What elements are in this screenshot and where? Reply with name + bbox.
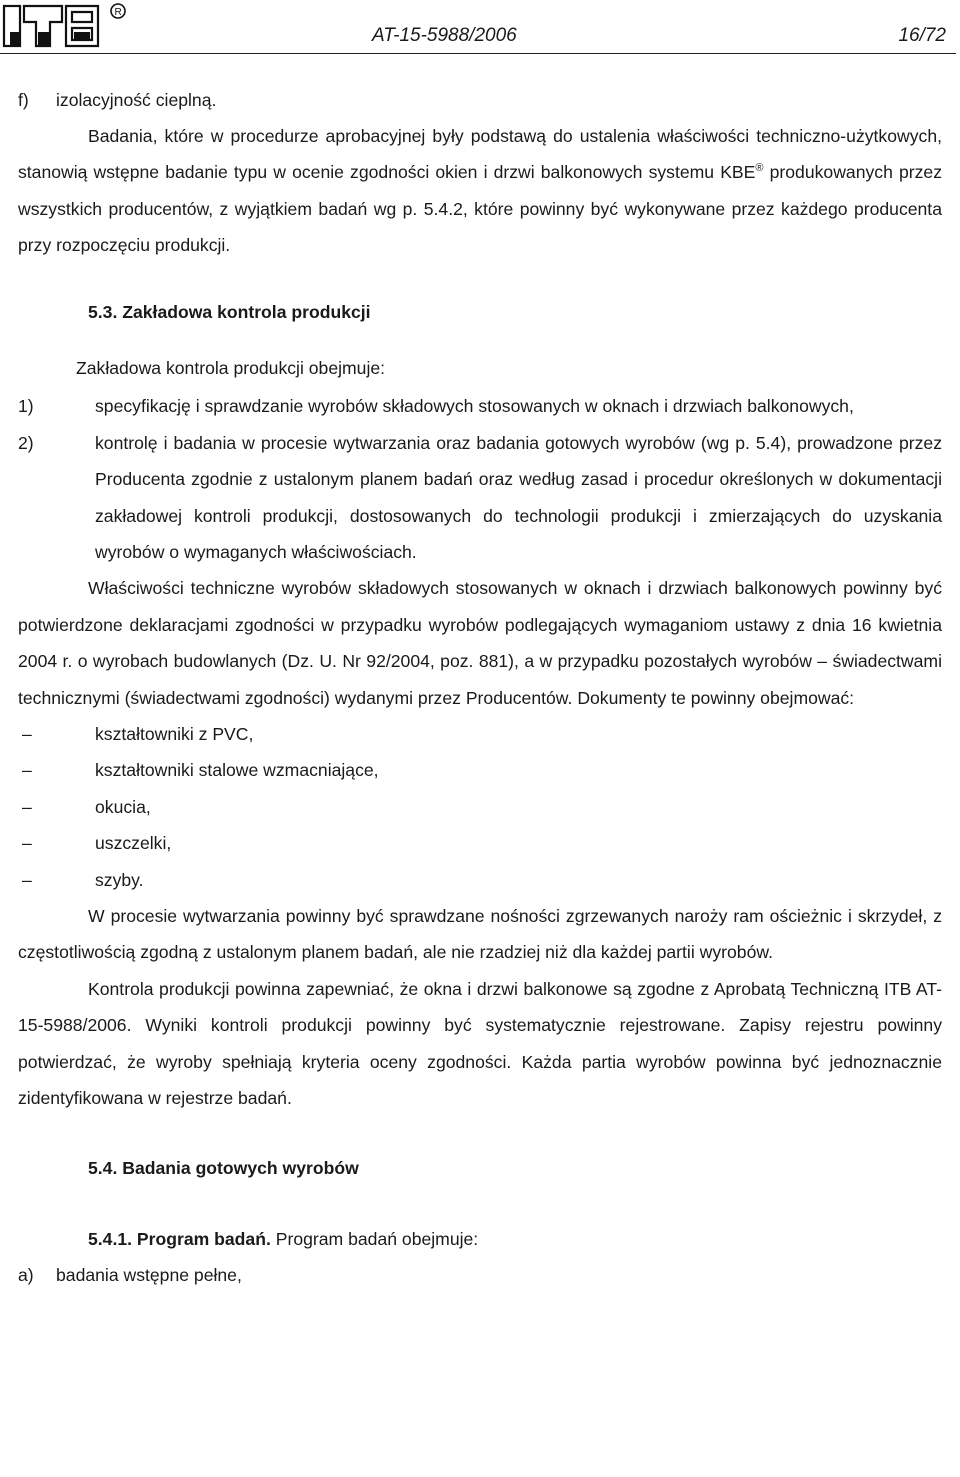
dash-list-item: [18, 862, 942, 898]
list-number: 1): [18, 396, 34, 417]
list-text: szyby.: [95, 869, 144, 890]
list-text: kontrolę i badania w procesie wytwarzania oraz badania gotowych wyrobów (wg p. 5.4), prowadzone przez Producenta zgodnie z ustalonym planem badań oraz według zasad i procedur określonych w dokumentacji zakładowej kontroli produkcji, dostosowanych do technologii produkcji i zmierzających do uzyskania wyrobów o wymaganych właściwościach.: [95, 432, 942, 563]
list-text: kształtowniki stalowe wzmacniające,: [95, 760, 379, 781]
itb-logo: [2, 2, 132, 50]
subsection-title: 5.4.1. Program badań.: [88, 1228, 271, 1249]
list-text: uszczelki,: [95, 833, 172, 854]
section-heading-5-4: 5.4. Badania gotowych wyrobów: [88, 1158, 359, 1179]
list-item: [18, 425, 942, 571]
paragraph-text: produkowanych przez wszystkich producentów, z wyjątkiem badań wg p. 5.4.2, które powinny być wykonywane przez każdego producenta przy rozpoczęciu produkcji.: [18, 162, 942, 256]
section-heading-5-3: 5.3. Zakładowa kontrola produkcji: [88, 301, 371, 322]
list-text: izolacyjność cieplną.: [56, 90, 217, 110]
list-item: [18, 388, 942, 424]
paragraph-text: Badania, które w procedurze aprobacyjnej były podstawą do ustalenia właściwości techniczno-użytkowych, stanowią wstępne badanie typu w ocenie zgodności okien i drzwi balkonowych systemu KBE: [18, 126, 942, 183]
list-item-f: [18, 82, 942, 118]
dash-bullet: –: [22, 796, 32, 817]
paragraph-2: Właściwości techniczne wyrobów składowych stosowanych w oknach i drzwiach balkonowych powinny być potwierdzone deklaracjami zgodności w przypadku wyrobów podlegających wymaganiom ustawy z dnia 16 kwietnia 2004 r. o wyrobach budowlanych (Dz. U. Nr 92/2004, poz. 881), a w przypadku pozostałych wyrobów – świadectwami technicznymi (świadectwami zgodności) wydanymi przez Producentów. Dokumenty te powinny obejmować:: [18, 578, 942, 708]
dash-list-item: [18, 789, 942, 825]
dash-bullet: –: [22, 760, 32, 781]
subsection-text: Program badań obejmuje:: [270, 1228, 479, 1249]
dash-list-item: [18, 825, 942, 861]
document-body: [18, 82, 942, 1293]
dash-bullet: –: [22, 869, 32, 890]
dash-bullet: –: [22, 833, 32, 854]
list-number: 2): [18, 432, 34, 453]
list-label: a): [18, 1265, 34, 1286]
dash-bullet: –: [22, 724, 32, 745]
section-heading-5-4-1: [18, 1221, 942, 1257]
list-item-a: [18, 1257, 942, 1293]
paragraph-1: [18, 118, 942, 264]
section-intro: Zakładowa kontrola produkcji obejmuje:: [76, 358, 386, 379]
list-text: badania wstępne pełne,: [56, 1265, 242, 1286]
list-text: kształtowniki z PVC,: [95, 724, 254, 745]
list-label: f): [18, 90, 29, 110]
list-text: okucia,: [95, 796, 151, 817]
document-number: AT-15-5988/2006: [372, 25, 517, 46]
dash-list-item: [18, 752, 942, 788]
header-rule: [0, 53, 956, 54]
paragraph-4: Kontrola produkcji powinna zapewniać, że okna i drzwi balkonowe są zgodne z Aprobatą Techniczną ITB AT-15-5988/2006. Wyniki kontroli produkcji powinny być systematycznie rejestrowane. Zapisy rejestru powinny potwierdzać, że wyroby spełniają kryteria oceny zgodności. Każda partia wyrobów powinna być jednoznacznie zidentyfikowana w rejestrze badań.: [18, 978, 942, 1109]
paragraph-3: W procesie wytwarzania powinny być sprawdzane nośności zgrzewanych naroży ram ościeżnic i skrzydeł, z częstotliwością zgodną z ustalonym planem badań, ale nie rzadziej niż dla każdej partii wyrobów.: [18, 906, 942, 963]
page-header: [0, 0, 960, 56]
dash-list-item: [18, 716, 942, 752]
list-text: specyfikację i sprawdzanie wyrobów składowych stosowanych w oknach i drzwiach balkonowych,: [95, 396, 854, 417]
page-number: 16/72: [898, 25, 946, 46]
svg-text:R: R: [114, 7, 122, 18]
registered-mark: ®: [755, 162, 764, 175]
